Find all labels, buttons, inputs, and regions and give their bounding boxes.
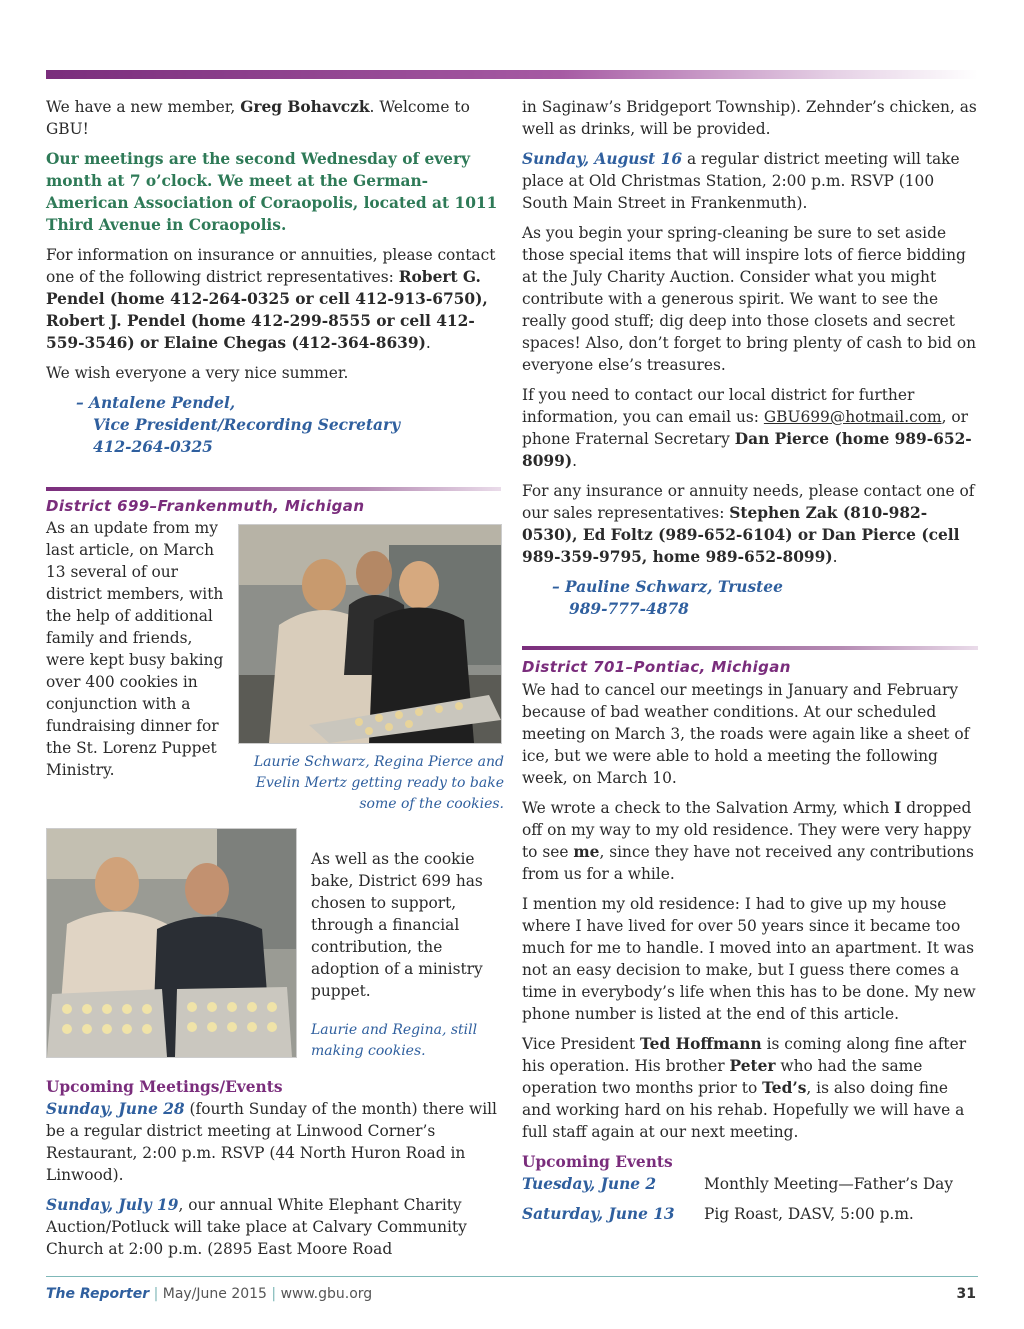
member-name: Greg Bohavczk <box>240 98 370 116</box>
text: We have a new member, <box>46 98 241 116</box>
event-row <box>522 1203 978 1225</box>
separator: | <box>271 1286 277 1302</box>
text: . <box>572 452 578 470</box>
text: Vice President <box>522 1035 640 1053</box>
secretary-contact: Dan Pierce (home 989-652-8099) <box>522 430 972 470</box>
signature-pauline <box>522 576 978 620</box>
district-699-heading: District 699–Frankenmuth, Michigan <box>46 497 365 515</box>
event-date: Sunday, August 16 <box>522 150 683 168</box>
photo-cookie-bakers <box>238 524 502 744</box>
signature-line: – Antalene Pendel, <box>76 394 236 412</box>
top-color-bar <box>46 70 978 79</box>
upcoming-meetings <box>46 1076 501 1268</box>
publication-name: The Reporter <box>46 1286 150 1302</box>
text: me <box>573 843 600 861</box>
text: a regular district meeting will take place at Old Christmas Station, 2:00 p.m. RSVP (100 South Main Street in Frankenmuth). <box>522 150 960 212</box>
signature-line: Vice President/Recording Secretary <box>93 416 401 434</box>
text: dropped off on my way to my old residence. They were very happy to see <box>522 799 972 861</box>
district-reps: Robert G. Pendel (home 412-264-0325 or cell 412-913-6750), Robert J. Pendel (home 412-299-8555 or cell 412-559-3546) or Elaine Chegas (412-364-8639) <box>46 268 488 352</box>
district-701-text <box>522 679 978 1225</box>
continued-text: in Saginaw’s Bridgeport Township). Zehnder’s chicken, as well as drinks, will be provided. <box>522 98 977 138</box>
issue-date: May/June 2015 <box>162 1286 267 1302</box>
text: Peter <box>729 1057 776 1075</box>
insurance-info-paragraph <box>46 244 501 354</box>
right-column-top <box>522 96 978 620</box>
text: I <box>894 799 902 817</box>
event-date: Sunday, June 28 <box>46 1100 185 1118</box>
section-rule-701 <box>522 646 978 650</box>
photo-cookie-bakers-image <box>239 525 501 743</box>
email-link[interactable]: GBU699@hotmail.com <box>763 408 942 426</box>
spring-cleaning-paragraph: As you begin your spring-cleaning be sure to set aside those special items that will inspire lots of fierce bidding at the July Charity Auction. Consider what you might contribute with a generous spirit. We want to see the really good stuff; dig deep into those closets and secret spaces! Also, don’t forget to bring plenty of cash to bid on everyone else’s treasures. <box>522 224 977 374</box>
left-column-top <box>46 96 501 458</box>
text: , our annual White Elephant Charity Auction/Potluck will take place at Calvary Community Church at 2:00 p.m. (2895 East Moore Road <box>46 1196 467 1258</box>
text: As an update from my last article, on March 13 several of our district members, with the help of additional family and friends, were kept busy baking over 400 cookies in conjunction with a fundraising dinner for the St. Lorenz Puppet Ministry. <box>46 519 224 779</box>
event-row <box>522 1173 978 1195</box>
summer-wish: We wish everyone a very nice summer. <box>46 364 349 382</box>
text: , since they have not received any contributions from us for a while. <box>522 843 974 883</box>
text: , or phone Fraternal Secretary <box>522 408 968 448</box>
text: , is also doing fine and working hard on his rehab. Hopefully we will have a full staff again at our next meeting. <box>522 1079 965 1141</box>
photo-laurie-regina-image <box>47 829 296 1057</box>
upcoming-heading: Upcoming Meetings/Events <box>46 1078 283 1096</box>
district-699-text <box>46 517 231 789</box>
contact-paragraph <box>522 384 978 472</box>
text: Ted Hoffmann <box>639 1035 762 1053</box>
hoffmann-paragraph <box>522 1033 978 1143</box>
text: We wrote a check to the Salvation Army, which <box>522 799 895 817</box>
signature-line: – Pauline Schwarz, Trustee <box>552 578 783 596</box>
event-date: Saturday, June 13 <box>522 1205 675 1223</box>
signature-antalene <box>46 392 501 458</box>
district-701-heading: District 701–Pontiac, Michigan <box>522 658 791 676</box>
event-date: Tuesday, June 2 <box>522 1175 657 1193</box>
text: . <box>832 548 838 566</box>
signature-line: 989-777-4878 <box>569 600 689 618</box>
website: www.gbu.org <box>280 1286 373 1302</box>
text: For information on insurance or annuities, please contact one of the following district representatives: <box>46 246 496 286</box>
text: We had to cancel our meetings in January and February because of bad weather conditions. At our scheduled meeting on March 3, the roads were again like a sheet of ice, but we were able to hold a meeting the following week, on March 10. <box>522 681 970 787</box>
puppet-text <box>311 848 496 1010</box>
page-number: 31 <box>956 1286 976 1302</box>
residence-paragraph: I mention my old residence: I had to give up my house where I have lived for over 50 years since it became too much for me to handle. I moved into an apartment. It was not an easy decision to make, but I guess there comes a time in everybody’s life when this has to be done. My new phone number is listed at the end of this article. <box>522 895 976 1023</box>
sales-reps: Stephen Zak (810-982-0530), Ed Foltz (989-652-6104) or Dan Pierce (cell 989-359-9795, home 989-652-8099) <box>522 504 960 566</box>
separator: | <box>153 1286 159 1302</box>
sales-reps-paragraph <box>522 480 978 568</box>
text: is coming along fine after his operation. His brother <box>522 1035 967 1075</box>
text: For any insurance or annuity needs, please contact one of our sales representatives: <box>522 482 975 522</box>
event-desc: Monthly Meeting—Father’s Day <box>704 1175 954 1193</box>
text: . Welcome to GBU! <box>46 98 470 138</box>
july19-event <box>46 1194 501 1260</box>
text: Ted’s <box>762 1079 807 1097</box>
aug16-event <box>522 148 978 214</box>
new-member-paragraph <box>46 96 501 140</box>
text: As well as the cookie bake, District 699 has chosen to support, through a financial contribution, the adoption of a ministry puppet. <box>311 850 483 1000</box>
text: . <box>425 334 431 352</box>
footer-rule <box>46 1276 978 1277</box>
event-desc: Pig Roast, DASV, 5:00 p.m. <box>704 1205 914 1223</box>
event-date: Sunday, July 19 <box>46 1196 179 1214</box>
events-heading: Upcoming Events <box>522 1153 673 1171</box>
salvation-army-paragraph <box>522 797 978 885</box>
footer <box>46 1286 372 1302</box>
june28-event <box>46 1098 501 1186</box>
text: (fourth Sunday of the month) there will be a regular district meeting at Linwood Corner’s Restaurant, 2:00 p.m. RSVP (44 North Huron Road in Linwood). <box>46 1100 497 1184</box>
section-rule-699 <box>46 487 501 491</box>
text: who had the same operation two months prior to <box>522 1057 923 1097</box>
photo1-caption: Laurie Schwarz, Regina Pierce and Evelin Mertz getting ready to bake some of the cookies. <box>253 754 504 812</box>
photo2-caption: Laurie and Regina, still making cookies. <box>311 1022 478 1059</box>
photo-laurie-regina <box>46 828 297 1058</box>
meetings-paragraph: Our meetings are the second Wednesday of every month at 7 o’clock. We meet at the German-American Association of Coraopolis, located at 1011 Third Avenue in Coraopolis. <box>46 150 498 234</box>
text: If you need to contact our local district for further information, you can email us: <box>522 386 915 426</box>
signature-line: 412-264-0325 <box>93 438 213 456</box>
